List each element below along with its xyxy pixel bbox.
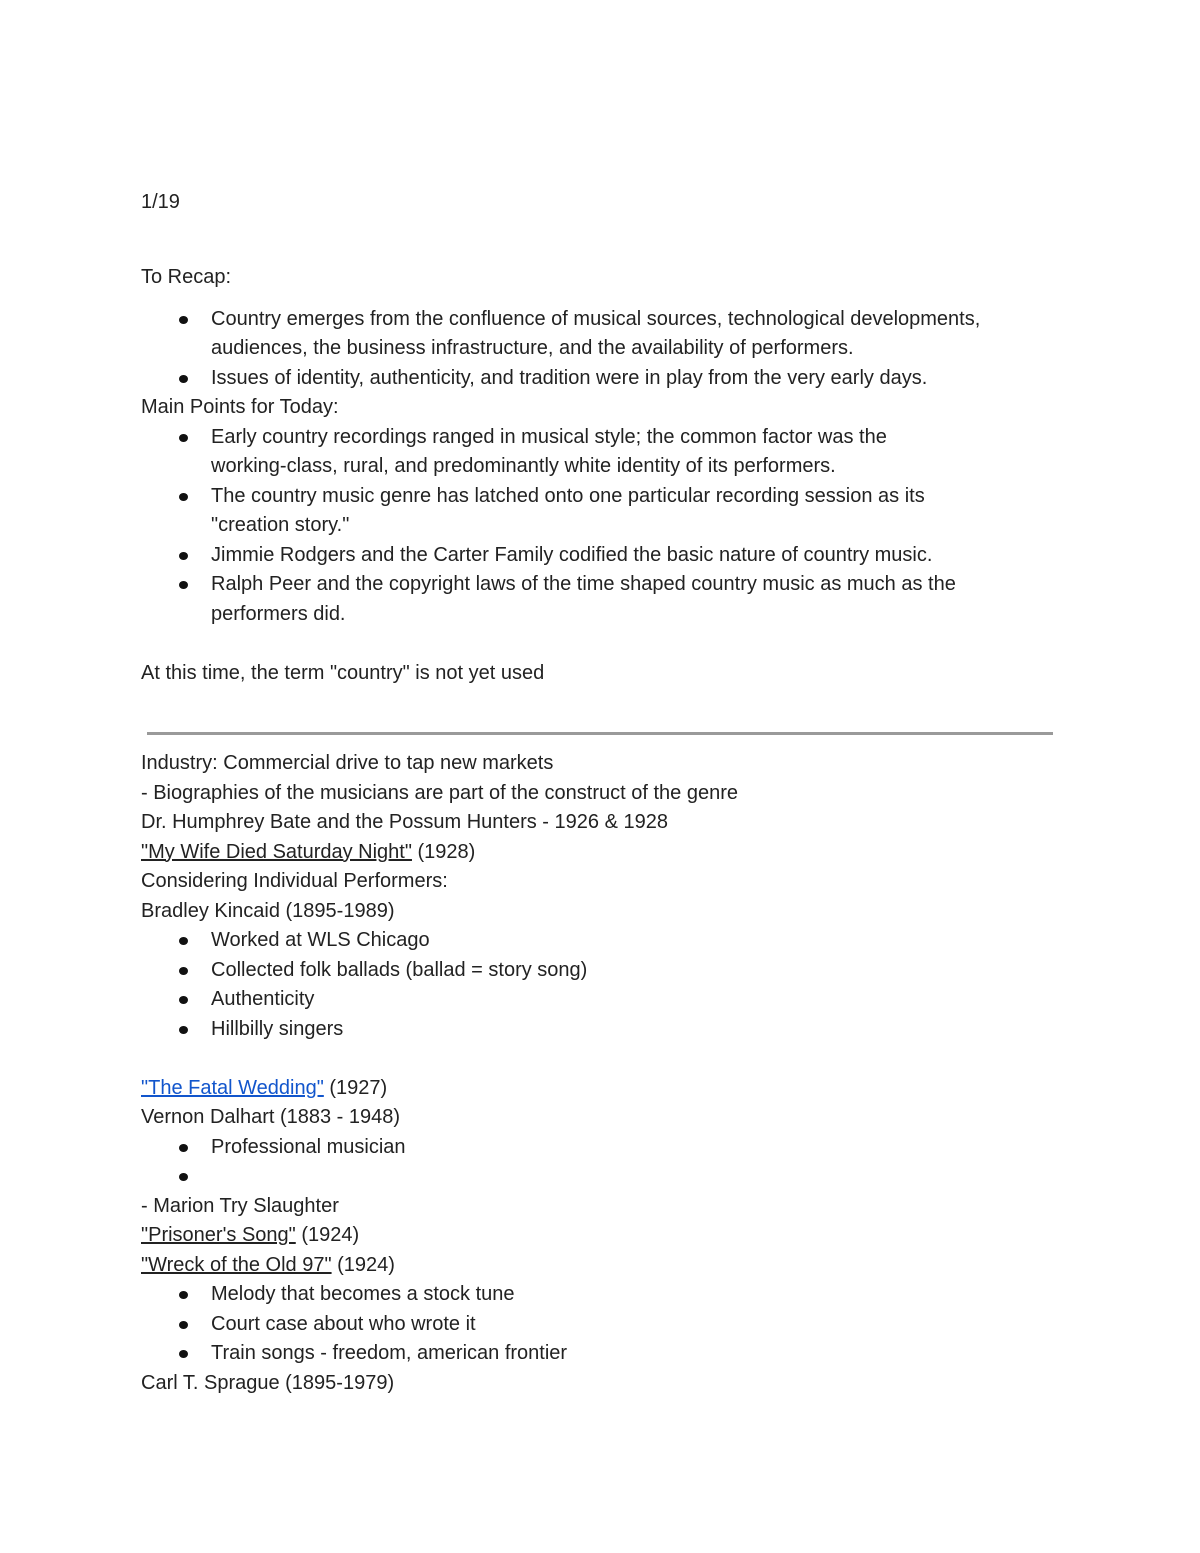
song-line bbox=[141, 1221, 1061, 1251]
recap-list bbox=[141, 305, 1061, 394]
list-item: Collected folk ballads (ballad = story song) bbox=[141, 956, 1061, 986]
list-item-line: Early country recordings ranged in musical style; the common factor was the bbox=[211, 425, 887, 448]
term-note: At this time, the term "country" is not yet used bbox=[141, 661, 545, 684]
spacer bbox=[141, 234, 1061, 264]
wreck-list bbox=[141, 1280, 1061, 1369]
spacer bbox=[141, 629, 1061, 659]
performer-name: Bradley Kincaid (1895-1989) bbox=[141, 899, 395, 922]
list-item bbox=[141, 1162, 1061, 1192]
list-item bbox=[141, 482, 1061, 541]
list-item: Worked at WLS Chicago bbox=[141, 926, 1061, 956]
list-item-line: "creation story." bbox=[211, 514, 350, 536]
main-points-heading: Main Points for Today: bbox=[141, 396, 339, 418]
list-item-line: Issues of identity, authenticity, and tradition were in play from the very early days. bbox=[211, 366, 928, 389]
list-item bbox=[141, 423, 1061, 482]
industry-line: Industry: Commercial drive to tap new markets bbox=[141, 752, 554, 774]
alias-line: - Marion Try Slaughter bbox=[141, 1194, 339, 1217]
list-item bbox=[141, 305, 1061, 364]
list-item: Court case about who wrote it bbox=[141, 1310, 1061, 1340]
list-item-line: performers did. bbox=[211, 602, 346, 625]
dalhart-list bbox=[141, 1133, 1061, 1192]
list-item-line: Ralph Peer and the copyright laws of the time shaped country music as much as the bbox=[211, 573, 956, 595]
song-link-my-wife-died[interactable]: "My Wife Died Saturday Night" bbox=[141, 840, 412, 863]
main-points-list bbox=[141, 423, 1061, 630]
kincaid-list bbox=[141, 926, 1061, 1044]
list-item-line: working-class, rural, and predominantly white identity of its performers. bbox=[211, 455, 836, 477]
recap-heading: To Recap: bbox=[141, 266, 232, 288]
considering-performers-line: Considering Individual Performers: bbox=[141, 870, 448, 892]
list-item: Hillbilly singers bbox=[141, 1015, 1061, 1045]
performer-name: Carl T. Sprague (1895-1979) bbox=[141, 1371, 395, 1394]
list-item: Train songs - freedom, american frontier bbox=[141, 1339, 1061, 1369]
list-item bbox=[141, 570, 1061, 629]
document-page bbox=[141, 188, 1061, 1398]
list-item: Professional musician bbox=[141, 1133, 1061, 1163]
list-item-line: Country emerges from the confluence of musical sources, technological developments, bbox=[211, 307, 981, 330]
humphrey-bate-line: Dr. Humphrey Bate and the Possum Hunters - 1926 & 1928 bbox=[141, 811, 668, 833]
date-heading: 1/19 bbox=[141, 191, 180, 213]
spacer bbox=[141, 293, 1061, 305]
song-year: (1927) bbox=[323, 1076, 388, 1099]
list-item: Melody that becomes a stock tune bbox=[141, 1280, 1061, 1310]
song-line bbox=[141, 1251, 1061, 1281]
song-link-prisoners-song[interactable]: "Prisoner's Song" bbox=[141, 1224, 296, 1246]
list-item bbox=[141, 364, 1061, 394]
list-item-line: The country music genre has latched onto one particular recording session as its bbox=[211, 484, 925, 507]
performer-name: Vernon Dalhart (1883 - 1948) bbox=[141, 1106, 401, 1128]
song-link-fatal-wedding[interactable]: "The Fatal Wedding" bbox=[141, 1076, 324, 1099]
list-item-line: audiences, the business infrastructure, and the availability of performers. bbox=[211, 337, 854, 359]
song-year: (1924) bbox=[331, 1253, 395, 1276]
song-line bbox=[141, 1074, 1061, 1104]
biographies-line: - Biographies of the musicians are part of the construct of the genre bbox=[141, 781, 738, 804]
spacer bbox=[141, 1044, 1061, 1074]
spacer bbox=[141, 218, 1061, 234]
song-link-wreck-old-97[interactable]: "Wreck of the Old 97" bbox=[141, 1253, 332, 1276]
song-line bbox=[141, 838, 1061, 868]
song-year: (1928) bbox=[411, 840, 476, 863]
song-year: (1924) bbox=[295, 1224, 360, 1246]
list-item-line: Jimmie Rodgers and the Carter Family codified the basic nature of country music. bbox=[211, 543, 933, 566]
list-item: Authenticity bbox=[141, 985, 1061, 1015]
list-item bbox=[141, 541, 1061, 571]
horizontal-divider bbox=[147, 732, 1053, 735]
